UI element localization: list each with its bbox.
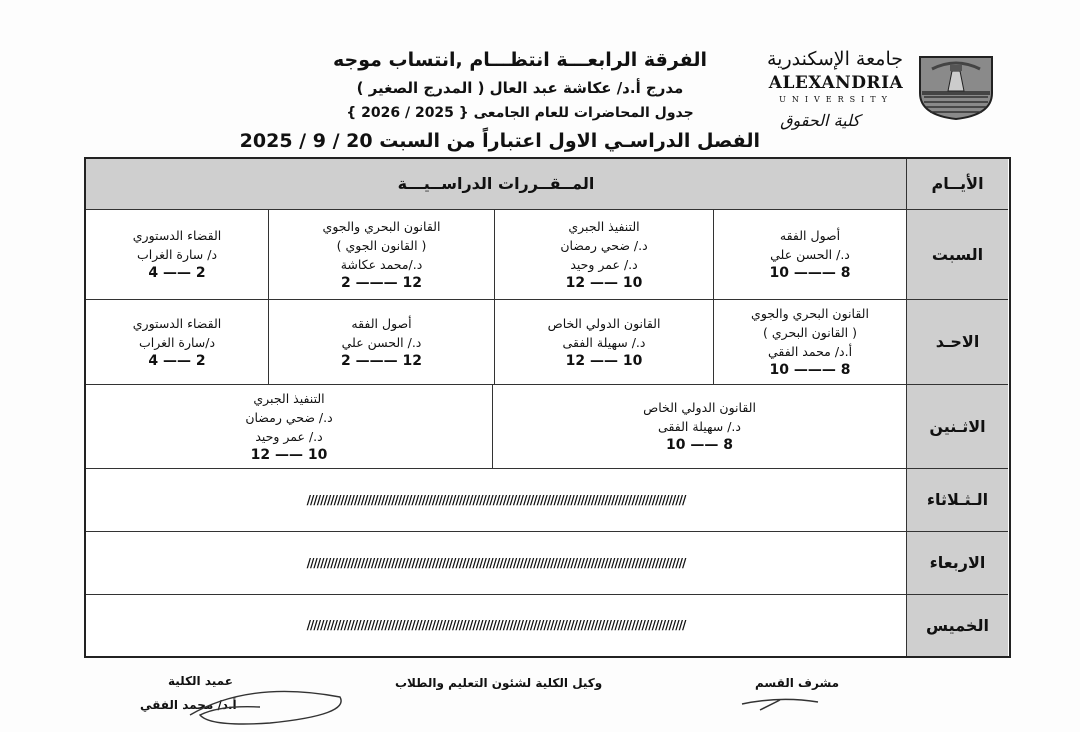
lecturer: د./ الحسن علي <box>341 334 422 350</box>
lecturer: أ.د/ محمد الفقي <box>767 344 853 359</box>
day-cell <box>906 531 1008 594</box>
day-cell <box>906 468 1008 531</box>
lecturer: د./ عمر وحيد <box>570 256 638 272</box>
day-cell <box>906 299 1008 384</box>
day-label: السبت <box>931 244 984 264</box>
empty-row <box>86 468 906 531</box>
lecture-time: 2 ——— 12 <box>341 274 422 291</box>
course-name: التنفيذ الجبري <box>253 390 325 406</box>
dean-name: أ.د/ محمد الفقي <box>140 698 237 712</box>
faculty-name: كلية الحقوق <box>780 111 860 130</box>
courses-header-label: المــقــررات الدراســيـــة <box>397 174 595 193</box>
lecture-cell <box>268 209 494 299</box>
lecturer: د./ سهيلة الفقى <box>562 334 646 350</box>
logo-arabic: جامعة الإسكندرية <box>767 48 903 70</box>
lecture-time: 12 —— 10 <box>250 446 328 463</box>
course-name: القانون الدولي الخاص <box>643 400 756 415</box>
lecture-cell <box>492 384 906 468</box>
no-lectures-mark: //////////////////////////////////////////////////////////////////////////////////////////////////////////////// <box>306 555 686 570</box>
course-name: التنفيذ الجبري <box>568 218 640 234</box>
lecture-cell <box>713 299 906 384</box>
lecture-time: 4 —— 2 <box>148 265 206 281</box>
days-header-label: الأيــام <box>931 174 984 193</box>
university-shield-icon <box>918 55 994 121</box>
schedule-table <box>84 157 1011 658</box>
supervisor-signature <box>740 692 820 712</box>
lecturer: د./ الحسن علي <box>770 247 850 262</box>
lecture-time: 2 ——— 12 <box>341 352 422 369</box>
lecture-time: 10 ——— 8 <box>769 362 851 378</box>
lecture-time: 12 —— 10 <box>565 352 643 369</box>
course-name: القانون البحري والجوي <box>751 306 869 321</box>
course-name: أصول الفقه <box>351 315 412 331</box>
lecture-cell <box>494 299 713 384</box>
lecturer: د/ سارة الغراب <box>136 247 218 262</box>
lecturer: د/سارة الغراب <box>138 334 216 350</box>
empty-row <box>86 594 906 656</box>
no-lectures-mark: //////////////////////////////////////////////////////////////////////////////////////////////////////////////// <box>306 492 686 507</box>
lecturer: ( القانون الجوي ) <box>336 237 427 253</box>
course-name: القضاء الدستوري <box>132 228 222 243</box>
lecturer: د./ عمر وحيد <box>255 428 323 444</box>
course-name: القضاء الدستوري <box>132 315 222 331</box>
lecture-cell <box>86 209 268 299</box>
lecturer: د./ ضحي رمضان <box>560 237 648 253</box>
schedule-year: جدول المحاضرات للعام الجامعى { 2025 / 2026 } <box>346 105 694 121</box>
lecture-cell <box>86 299 268 384</box>
courses-header <box>86 159 906 209</box>
lecturer: د./ سهيلة الفقى <box>658 419 741 434</box>
supervisor-label: مشرف القسم <box>755 676 840 690</box>
lecture-time: 12 —— 10 <box>565 274 643 291</box>
day-label: الاربعاء <box>929 553 986 572</box>
day-cell <box>906 594 1008 656</box>
lecture-hall: مدرج أ.د/ عكاشة عبد العال ( المدرج الصغير ) <box>356 79 684 97</box>
day-label: الاثـنين <box>929 416 986 436</box>
dean-signature <box>150 685 350 730</box>
empty-row <box>86 531 906 594</box>
day-cell <box>906 209 1008 299</box>
lecturer: د./محمد عكاشة <box>340 256 423 272</box>
lecture-time: 10 ——— 8 <box>769 265 851 281</box>
day-label: الاحـد <box>935 332 980 351</box>
lecture-cell <box>713 209 906 299</box>
day-label: الـثـلاثاء <box>926 490 989 509</box>
lecture-cell <box>268 299 494 384</box>
dean-label: عميد الكلية <box>168 674 233 688</box>
course-name: القانون الدولي الخاص <box>547 315 661 331</box>
course-name: أصول الفقه <box>779 228 841 243</box>
lecture-cell <box>86 384 492 468</box>
term-start: الفصل الدراسـي الاول اعتباراً من السبت 20 / 9 / 2025 <box>239 130 760 152</box>
lecture-time: 4 —— 2 <box>148 352 206 369</box>
document-title: الفرقة الرابعـــة انتظـــام ,انتساب موجه <box>333 49 707 71</box>
vice-dean-label: وكيل الكلية لشئون التعليم والطلاب <box>395 676 603 690</box>
day-cell <box>906 384 1008 468</box>
days-header <box>906 159 1008 209</box>
course-name: القانون البحري والجوي <box>322 218 441 234</box>
no-lectures-mark: //////////////////////////////////////////////////////////////////////////////////////////////////////////////// <box>306 618 686 632</box>
day-label: الخميس <box>926 615 989 635</box>
logo-university: UNIVERSITY <box>779 95 893 104</box>
lecturer: د./ ضحي رمضان <box>245 409 333 425</box>
lecture-cell <box>494 209 713 299</box>
lecturer: ( القانون البحري ) <box>763 325 858 340</box>
logo-english: ALEXANDRIA <box>768 73 904 93</box>
lecture-time: 10 —— 8 <box>666 437 733 453</box>
